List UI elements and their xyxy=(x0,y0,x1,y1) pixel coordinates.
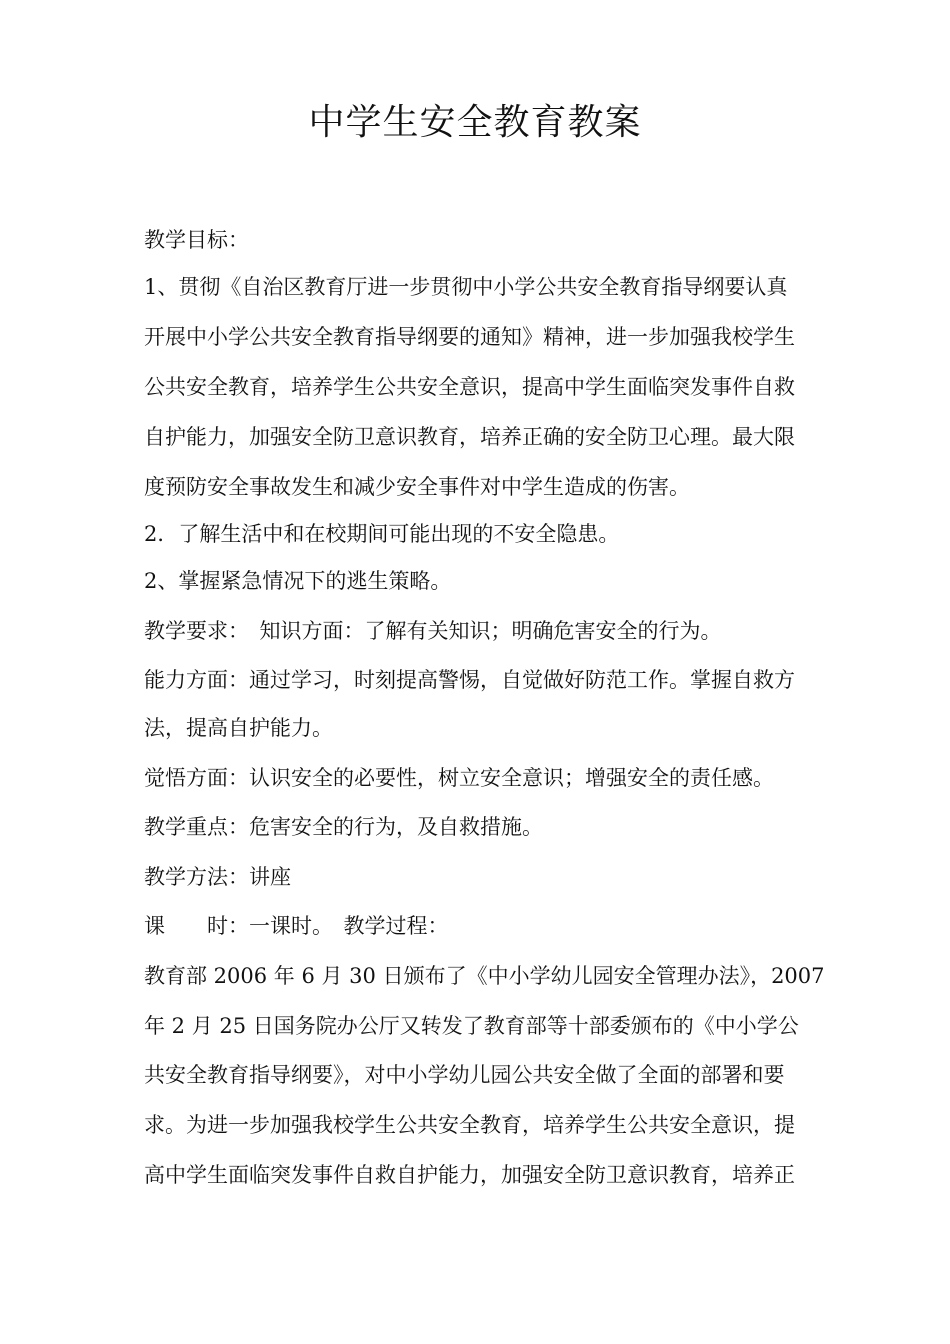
paragraph-line: 2、掌握紧急情况下的逃生策略。 xyxy=(144,569,452,593)
paragraph-line: 教育部 2006 年 6 月 30 日颁布了《中小学幼儿园安全管理办法》，2007 xyxy=(144,964,825,988)
paragraph-line: 1、贯彻《自治区教育厅进一步贯彻中小学公共安全教育指导纲要认真 xyxy=(144,275,788,299)
paragraph-line: 教学目标： xyxy=(144,228,249,252)
paragraph-line: 求。为进一步加强我校学生公共安全教育，培养学生公共安全意识，提 xyxy=(144,1113,795,1137)
paragraph-line: 开展中小学公共安全教育指导纲要的通知》精神，进一步加强我校学生 xyxy=(144,325,795,349)
paragraph-line: 教学要求： 知识方面：了解有关知识；明确危害安全的行为。 xyxy=(144,619,722,643)
paragraph-line: 能力方面：通过学习，时刻提高警惕，自觉做好防范工作。掌握自救方 xyxy=(144,668,795,692)
document-body xyxy=(144,216,825,1188)
paragraph-line: 自护能力，加强安全防卫意识教育，培养正确的安全防卫心理。最大限 xyxy=(144,425,795,449)
paragraph-line: 课 时：一课时。 教学过程： xyxy=(144,914,449,938)
paragraph-line: 度预防安全事故发生和减少安全事件对中学生造成的伤害。 xyxy=(144,475,690,499)
paragraph-line: 法，提高自护能力。 xyxy=(144,716,333,740)
paragraph-line: 公共安全教育，培养学生公共安全意识，提高中学生面临突发事件自救 xyxy=(144,375,795,399)
paragraph-line: 教学方法：讲座 xyxy=(144,865,291,889)
paragraph-line: 高中学生面临突发事件自救自护能力，加强安全防卫意识教育，培养正 xyxy=(144,1163,795,1187)
paragraph-line: 觉悟方面：认识安全的必要性，树立安全意识；增强安全的责任感。 xyxy=(144,766,774,790)
paragraph-line: 2．了解生活中和在校期间可能出现的不安全隐患。 xyxy=(144,522,620,546)
document-title: 中学生安全教育教案 xyxy=(308,102,642,143)
paragraph-line: 教学重点：危害安全的行为，及自救措施。 xyxy=(144,815,543,839)
paragraph-line: 年 2 月 25 日国务院办公厅又转发了教育部等十部委颁布的《中小学公 xyxy=(144,1014,799,1038)
paragraph-line: 共安全教育指导纲要》，对中小学幼儿园公共安全做了全面的部署和要 xyxy=(144,1063,785,1087)
